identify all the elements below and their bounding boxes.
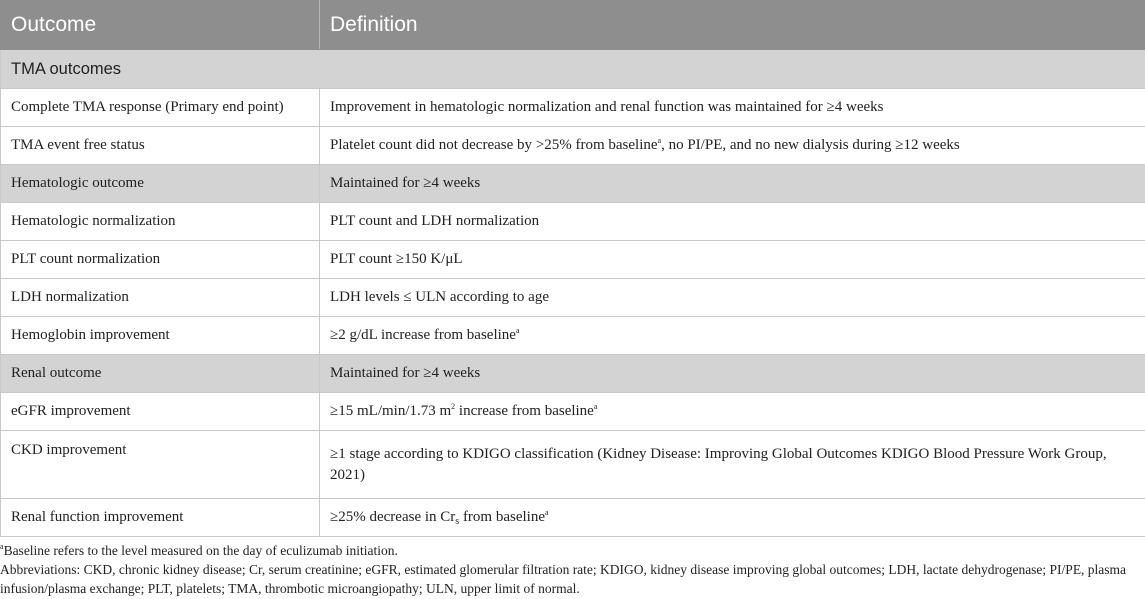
table-row (1, 127, 1145, 165)
table-header-row (1, 1, 1145, 50)
table-row (1, 203, 1145, 241)
definition-cell: Maintained for ≥4 weeks (320, 355, 1145, 393)
definition-text: from baseline (459, 509, 545, 525)
section-title: TMA outcomes (1, 50, 1145, 89)
definition-cell: ≥1 stage according to KDIGO classification (Kidney Disease: Improving Global Outcomes KDIGO Blood Pressure Work Group, 2021) (320, 431, 1145, 499)
definition-text: ≥25% decrease in Cr (330, 509, 456, 525)
definition-cell (320, 127, 1145, 165)
table-row (1, 279, 1145, 317)
definition-cell: PLT count and LDH normalization (320, 203, 1145, 241)
outcome-cell: CKD improvement (1, 431, 320, 499)
outcome-cell: Renal function improvement (1, 499, 320, 537)
section-row-tma-outcomes (1, 50, 1145, 89)
definition-cell (320, 317, 1145, 355)
outcome-cell: Complete TMA response (Primary end point) (1, 89, 320, 127)
definition-cell (320, 393, 1145, 431)
definition-text: , no PI/PE, and no new dialysis during ≥12 weeks (661, 137, 960, 153)
definition-cell: LDH levels ≤ ULN according to age (320, 279, 1145, 317)
footnote-marker: a (0, 542, 4, 551)
group-row-renal-outcome (1, 355, 1145, 393)
baseline-footnote (0, 541, 1145, 560)
table-row (1, 499, 1145, 537)
outcome-cell: Hematologic normalization (1, 203, 320, 241)
footnote-marker: a (515, 326, 520, 335)
table-row (1, 317, 1145, 355)
column-header-definition: Definition (320, 1, 1145, 50)
footnote-marker: a (593, 402, 598, 411)
table-row (1, 241, 1145, 279)
outcome-cell: Hematologic outcome (1, 165, 320, 203)
definition-cell: PLT count ≥150 K/μL (320, 241, 1145, 279)
table-row (1, 393, 1145, 431)
outcome-cell: LDH normalization (1, 279, 320, 317)
column-header-outcome: Outcome (1, 1, 320, 50)
definition-cell (320, 499, 1145, 537)
outcome-cell: PLT count normalization (1, 241, 320, 279)
definition-cell: Maintained for ≥4 weeks (320, 165, 1145, 203)
group-row-hematologic-outcome (1, 165, 1145, 203)
abbreviations-footnote: Abbreviations: CKD, chronic kidney disease; Cr, serum creatinine; eGFR, estimated glomerular filtration rate; KDIGO, kidney disease improving global outcomes; LDH, lactate dehydrogenase; PI/PE, plasma infusion/plasma exchange; PLT, platelets; TMA, thrombotic microangiopathy; ULN, upper limit of normal. (0, 562, 1127, 596)
table-row (1, 431, 1145, 499)
outcome-cell: eGFR improvement (1, 393, 320, 431)
definition-text: ≥2 g/dL increase from baseline (330, 327, 516, 343)
table-footnotes (0, 541, 1145, 598)
outcome-cell: Hemoglobin improvement (1, 317, 320, 355)
definition-text: ≥15 mL/min/1.73 m (330, 403, 452, 419)
definition-text: increase from baseline (455, 403, 594, 419)
definition-cell: Improvement in hematologic normalization and renal function was maintained for ≥4 weeks (320, 89, 1145, 127)
outcome-cell: Renal outcome (1, 355, 320, 393)
footnote-marker: a (545, 508, 549, 517)
baseline-footnote-text: Baseline refers to the level measured on the day of eculizumab initiation. (3, 543, 398, 558)
superscript-exponent: 2 (451, 402, 456, 411)
footnote-marker: a (657, 136, 662, 145)
outcome-cell: TMA event free status (1, 127, 320, 165)
table-row (1, 89, 1145, 127)
subscript: s (455, 516, 460, 527)
definition-text: Platelet count did not decrease by >25% from baseline (330, 137, 658, 153)
